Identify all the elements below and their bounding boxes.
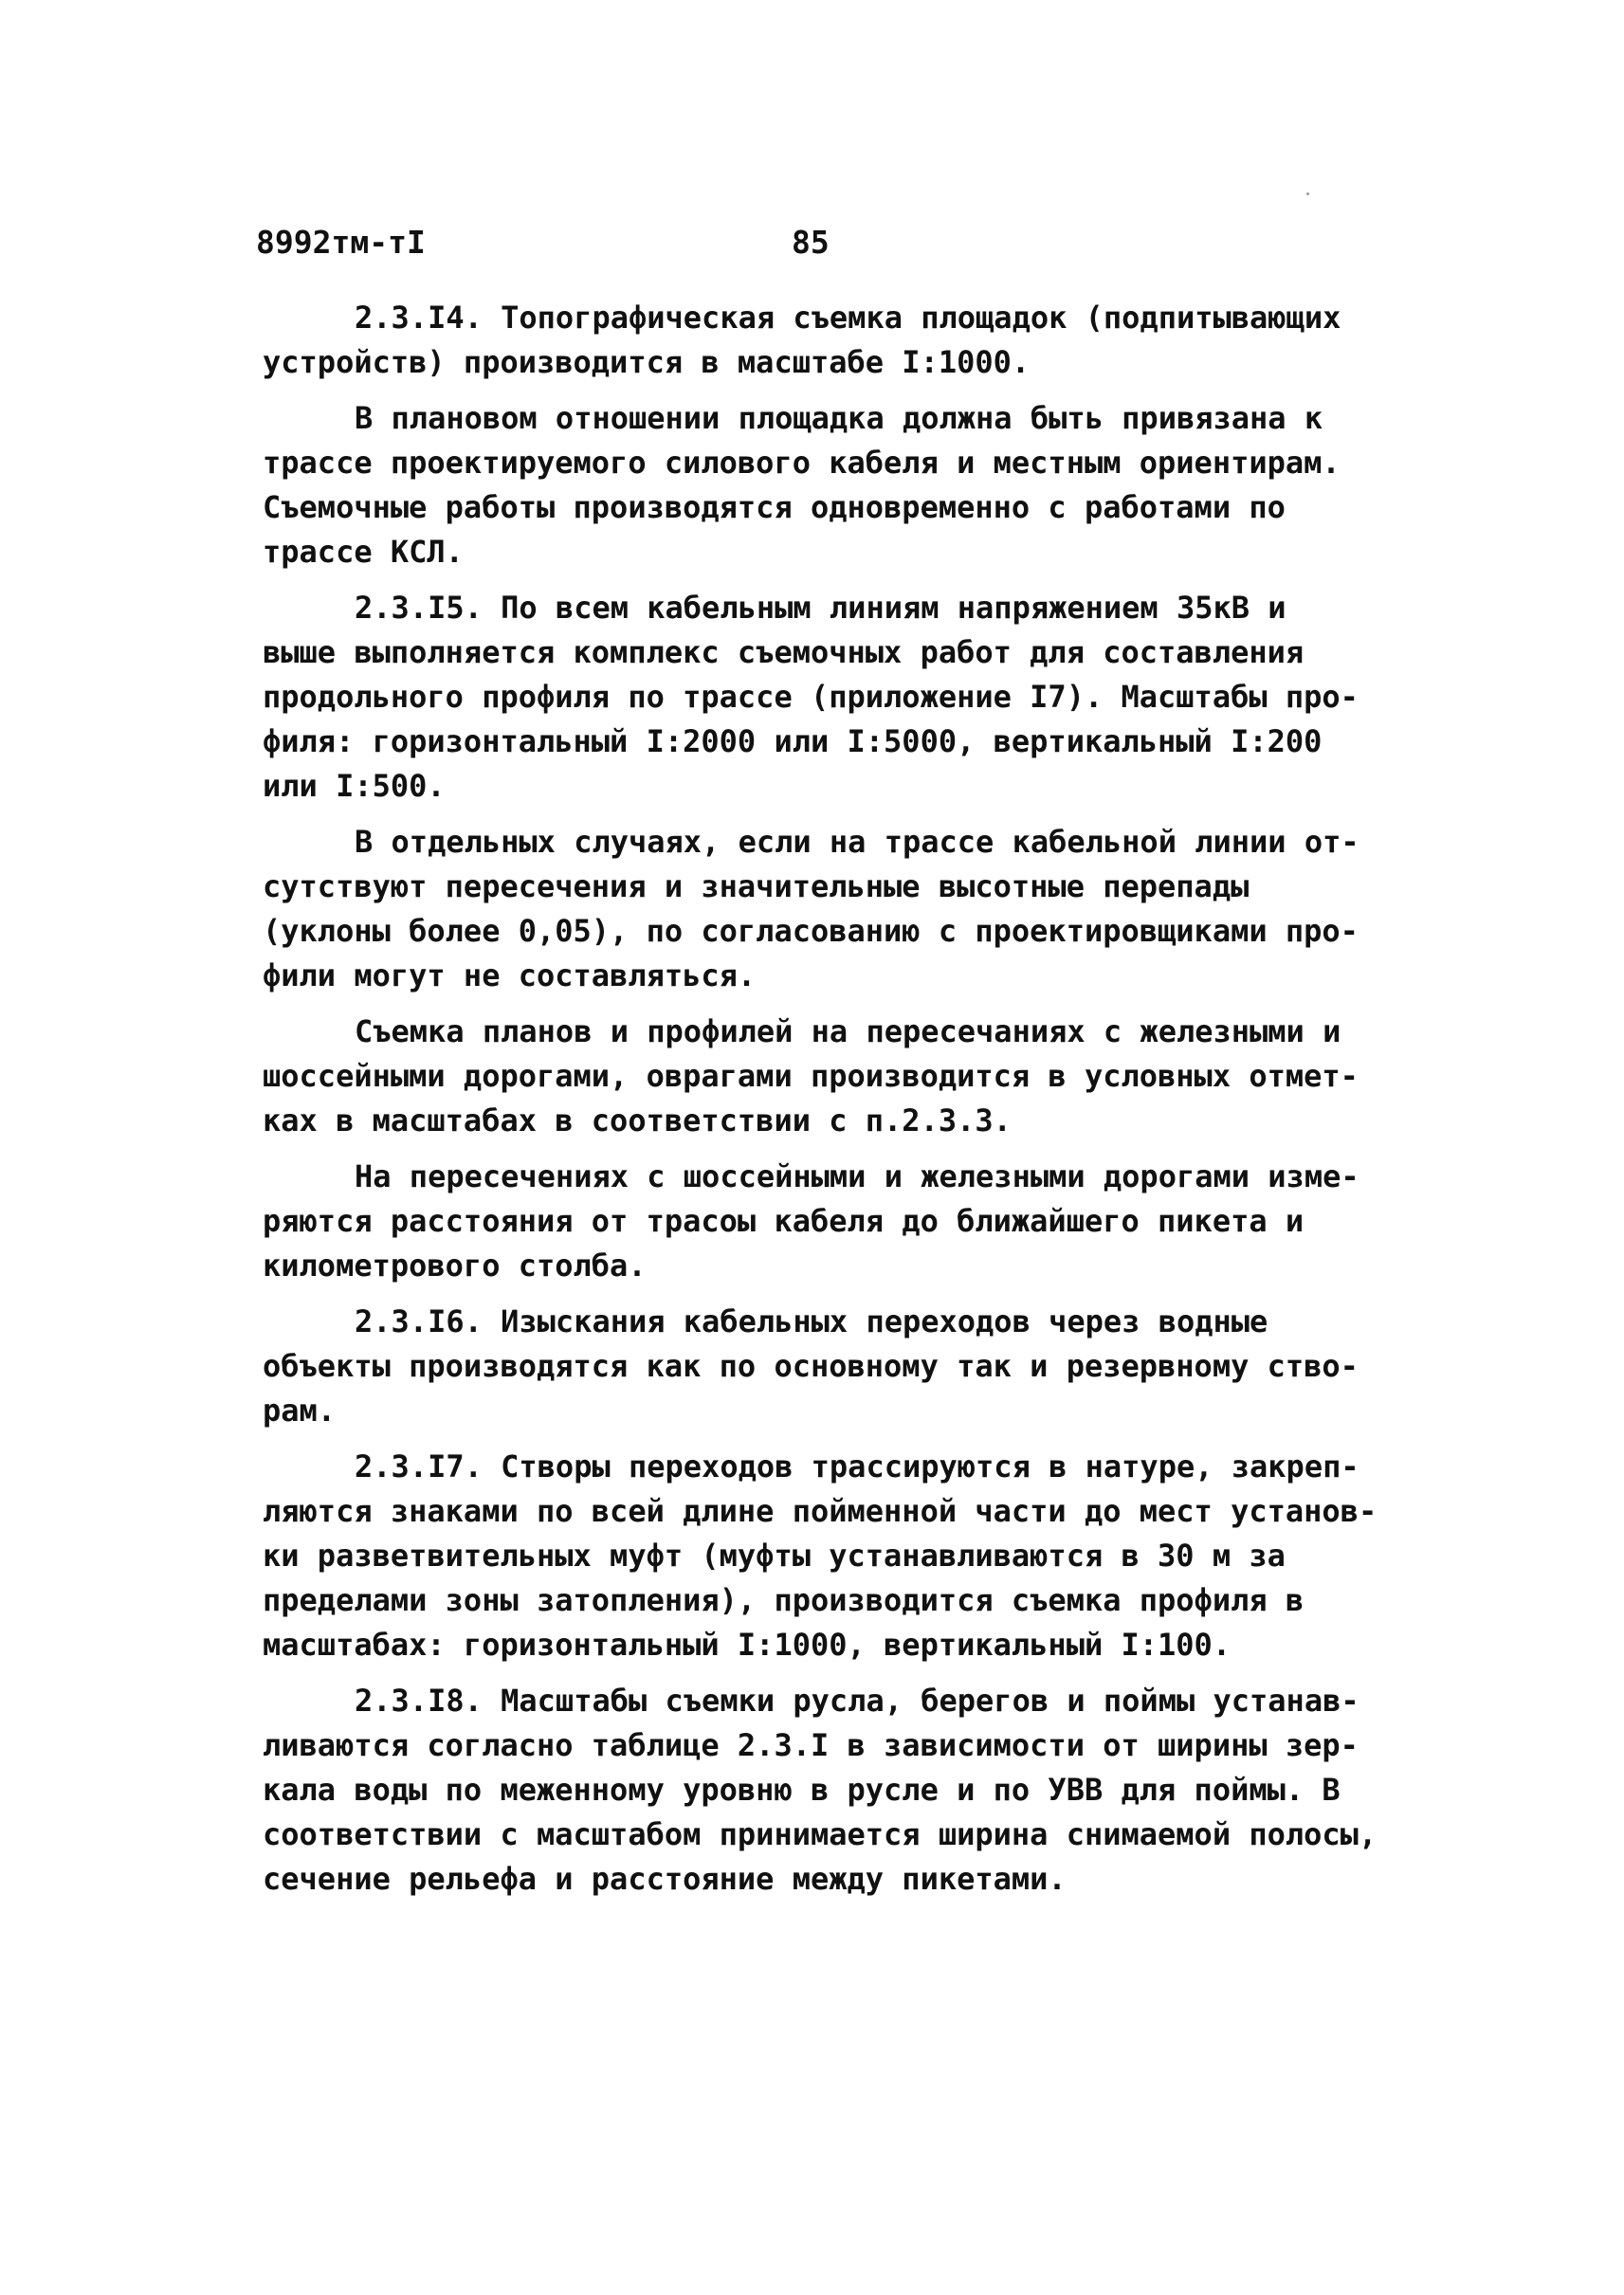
document-code: 8992тм-тI: [256, 224, 426, 261]
text-line: 2.3.I7. Створы переходов трассируются в натуре, закреп-: [355, 1448, 1359, 1484]
text-line: Съемочные работы производятся одновременно с работами по: [263, 489, 1286, 525]
paragraph: [263, 820, 1400, 998]
text-line: В плановом отношении площадка должна быть привязана к: [355, 400, 1323, 436]
paragraph: [263, 1010, 1400, 1143]
text-line: кала воды по меженному уровню в русле и по УВВ для поймы. В: [263, 1772, 1341, 1808]
text-line: 2.3.I8. Масштабы съемки русла, берегов и поймы устанав-: [355, 1683, 1359, 1719]
text-line: ливаются согласно таблице 2.3.I в зависимости от ширины зер-: [263, 1727, 1359, 1763]
paragraph: [263, 1155, 1400, 1288]
text-line: масштабах: горизонтальный I:1000, вертикальный I:100.: [263, 1627, 1232, 1663]
text-line: сечение рельефа и расстояние между пикетами.: [263, 1861, 1067, 1897]
paragraph: [263, 1445, 1400, 1667]
text-line: 2.3.I6. Изыскания кабельных переходов через водные: [355, 1303, 1268, 1339]
text-line: или I:500.: [263, 768, 446, 804]
text-line: фили могут не составляться.: [263, 957, 757, 993]
text-line: выше выполняется комплекс съемочных работ для составления: [263, 634, 1305, 670]
text-line: объекты производятся как по основному так и резервному ство-: [263, 1348, 1359, 1384]
page-number: 85: [792, 224, 830, 261]
paragraph: [263, 296, 1400, 385]
scan-speck: [1306, 192, 1309, 195]
text-line: устройств) производится в масштабе I:1000.: [263, 344, 1031, 380]
text-line: соответствии с масштабом принимается ширина снимаемой полосы,: [263, 1816, 1378, 1852]
text-line: 2.3.I4. Топографическая съемка площадок (подпитывающих: [355, 300, 1341, 336]
text-line: пределами зоны затопления), производится съемка профиля в: [263, 1582, 1305, 1618]
text-line: ки разветвительных муфт (муфты устанавливаются в 30 м за: [263, 1538, 1286, 1574]
text-line: трассе КСЛ.: [263, 534, 464, 570]
text-line: В отдельных случаях, если на трассе кабельной линии от-: [355, 824, 1359, 860]
text-line: ках в масштабах в соответствии с п.2.3.3.: [263, 1102, 1012, 1138]
text-line: Съемка планов и профилей на пересечаниях с железными и: [355, 1013, 1341, 1049]
paragraph: [263, 586, 1400, 809]
text-line: филя: горизонтальный I:2000 или I:5000, вертикальный I:200: [263, 723, 1323, 759]
text-line: шоссейными дорогами, оврагами производится в условных отмет-: [263, 1058, 1359, 1094]
text-line: ляются знаками по всей длине пойменной части до мест установ-: [263, 1493, 1378, 1529]
text-line: рам.: [263, 1393, 337, 1429]
paragraph: [263, 1300, 1400, 1433]
paragraph: [263, 396, 1400, 574]
paragraph: [263, 1679, 1400, 1902]
text-line: сутствуют пересечения и значительные высотные перепады: [263, 868, 1250, 904]
text-line: (уклоны более 0,05), по согласованию с проектировщиками про-: [263, 913, 1359, 949]
document-body: [263, 296, 1400, 1913]
text-line: ряются расстояния от трасоы кабеля до ближайшего пикета и: [263, 1203, 1305, 1239]
text-line: продольного профиля по трассе (приложение I7). Масштабы про-: [263, 679, 1359, 715]
text-line: На пересечениях с шоссейными и железными дорогами изме-: [355, 1158, 1359, 1194]
page-header: [256, 224, 1394, 271]
text-line: трассе проектируемого силового кабеля и местным ориентирам.: [263, 445, 1341, 481]
text-line: километрового столба.: [263, 1248, 647, 1284]
text-line: 2.3.I5. По всем кабельным линиям напряжением 35кВ и: [355, 590, 1286, 626]
